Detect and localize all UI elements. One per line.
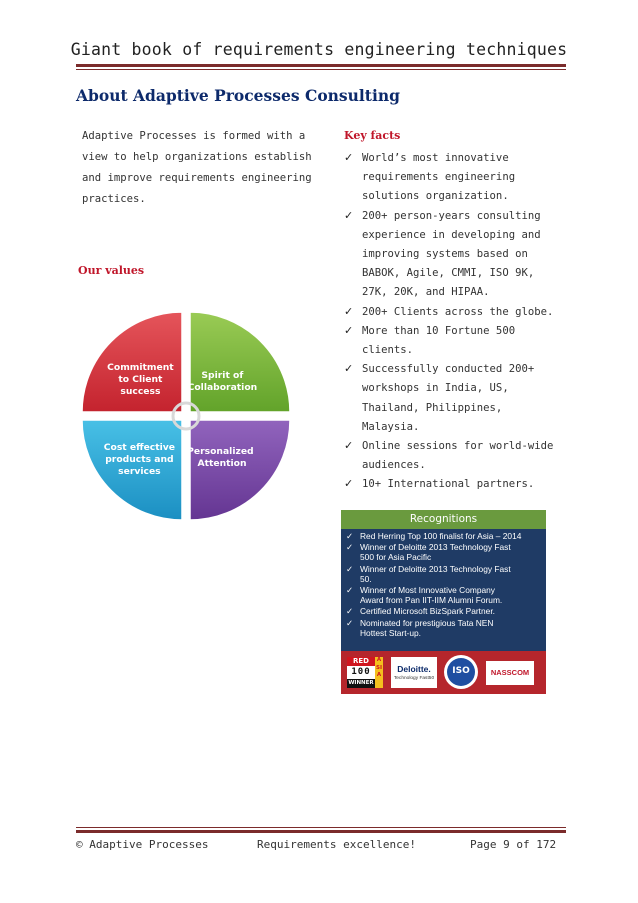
quadrant-personalized bbox=[190, 420, 290, 520]
quadrant-label-line: services bbox=[118, 466, 161, 477]
center-ring-icon bbox=[173, 403, 199, 429]
header-rule-thin bbox=[76, 69, 566, 70]
key-facts-heading: Key facts bbox=[344, 129, 401, 142]
recognition-line: Award from Pan IIT-IIM Alumni Forum. bbox=[360, 595, 503, 606]
key-fact-line: 200+ Clients across the globe. bbox=[362, 305, 554, 318]
key-fact-line: 27K, 20K, and HIPAA. bbox=[362, 286, 490, 299]
check-icon: ✓ bbox=[346, 617, 354, 628]
check-icon: ✓ bbox=[346, 563, 354, 574]
red-herring-logo-number: 100 bbox=[351, 667, 371, 677]
deloitte-logo bbox=[391, 657, 437, 688]
check-icon: ✓ bbox=[344, 362, 354, 376]
red-herring-logo-side: ASIA bbox=[375, 657, 383, 688]
quadrant-label-line: products and bbox=[105, 454, 174, 465]
recognition-line: 50. bbox=[360, 573, 372, 584]
quadrant-collaboration bbox=[187, 312, 290, 412]
nasscom-logo-text: NASSCOM bbox=[490, 668, 530, 677]
check-icon: ✓ bbox=[344, 477, 354, 491]
check-icon: ✓ bbox=[346, 531, 354, 541]
key-fact-line: improving systems based on bbox=[362, 248, 528, 260]
intro-line: view to help organizations establish bbox=[82, 151, 312, 163]
header-rule-thick bbox=[76, 64, 566, 67]
key-fact-line: Online sessions for world-wide bbox=[362, 440, 554, 452]
deloitte-logo-sub: Technology Fast50 bbox=[393, 676, 435, 681]
recognitions-heading: Recognitions bbox=[341, 510, 546, 529]
footer-center: Requirements excellence! bbox=[257, 838, 416, 851]
footer-left: © Adaptive Processes bbox=[76, 838, 209, 851]
award-logos-band bbox=[341, 651, 546, 694]
key-fact-line: World’s most innovative bbox=[362, 152, 509, 164]
check-icon: ✓ bbox=[344, 304, 354, 318]
iso-certification-logo bbox=[444, 655, 478, 689]
key-fact-line: More than 10 Fortune 500 bbox=[362, 324, 516, 337]
section-title: About Adaptive Processes Consulting bbox=[76, 86, 400, 105]
recognition-line: Winner of Deloitte 2013 Technology Fast bbox=[360, 563, 511, 574]
check-icon: ✓ bbox=[346, 542, 354, 553]
footer-rule-thick bbox=[76, 830, 566, 833]
key-fact-line: BABOK, Agile, CMMI, ISO 9K, bbox=[362, 267, 535, 280]
key-fact-line: experience in developing and bbox=[362, 228, 541, 241]
recognition-line: Red Herring Top 100 finalist for Asia – 2014 bbox=[360, 531, 522, 541]
key-fact-line: 10+ International partners. bbox=[362, 478, 535, 491]
key-fact-line: Malaysia. bbox=[362, 420, 420, 433]
quadrant-label-line: Commitment bbox=[107, 362, 174, 373]
quadrant-label-line: Cost effective bbox=[103, 442, 176, 453]
intro-line: and improve requirements engineering bbox=[82, 172, 312, 184]
key-fact-line: Successfully conducted 200+ bbox=[362, 363, 535, 376]
quadrant-label-line: Collaboration bbox=[187, 382, 258, 393]
recognition-line: Nominated for prestigious Tata NEN bbox=[360, 617, 494, 628]
check-icon: ✓ bbox=[344, 208, 354, 222]
recognition-line: 500 for Asia Pacific bbox=[360, 552, 432, 563]
red-herring-logo-top: RED bbox=[347, 657, 375, 666]
check-icon: ✓ bbox=[344, 151, 354, 164]
iso-logo-text: ISO bbox=[452, 666, 470, 676]
recognition-line: Winner of Deloitte 2013 Technology Fast bbox=[360, 542, 511, 553]
quadrant-label-line: Personalized bbox=[187, 446, 254, 457]
key-fact-line: clients. bbox=[362, 344, 414, 356]
deloitte-logo-name: Deloitte. bbox=[397, 664, 431, 674]
recognition-line: Hottest Start-up. bbox=[360, 627, 421, 638]
key-fact-line: solutions organization. bbox=[362, 190, 509, 203]
key-fact-line: 200+ person-years consulting bbox=[362, 209, 541, 222]
quadrant-label-line: success bbox=[120, 386, 161, 397]
key-fact-line: audiences. bbox=[362, 459, 426, 472]
running-header: Giant book of requirements engineering techniques bbox=[70, 40, 568, 59]
recognition-line: Winner of Most Innovative Company bbox=[360, 585, 495, 595]
footer-page-number: Page 9 of 172 bbox=[470, 838, 557, 851]
quadrant-label-line: to Client bbox=[118, 374, 163, 385]
check-icon: ✓ bbox=[344, 439, 354, 452]
values-wheel-diagram bbox=[78, 308, 298, 528]
values-heading: Our values bbox=[78, 264, 145, 277]
key-fact-line: Thailand, Philippines, bbox=[362, 401, 503, 414]
nasscom-logo bbox=[486, 661, 534, 685]
key-fact-line: requirements engineering bbox=[362, 171, 516, 184]
quadrant-label-line: Spirit of bbox=[201, 370, 244, 381]
check-icon: ✓ bbox=[344, 323, 354, 337]
check-icon: ✓ bbox=[346, 606, 354, 617]
red-herring-logo bbox=[347, 657, 383, 688]
intro-line: Adaptive Processes is formed with a bbox=[82, 130, 306, 142]
check-icon: ✓ bbox=[346, 585, 354, 595]
red-herring-logo-bottom: WINNER bbox=[348, 680, 374, 686]
quadrant-label-line: Attention bbox=[197, 458, 247, 469]
footer-rule-thin bbox=[76, 827, 566, 828]
recognition-line: Certified Microsoft BizSpark Partner. bbox=[360, 606, 495, 617]
intro-line: practices. bbox=[82, 193, 146, 205]
key-fact-line: workshops in India, US, bbox=[362, 382, 509, 395]
